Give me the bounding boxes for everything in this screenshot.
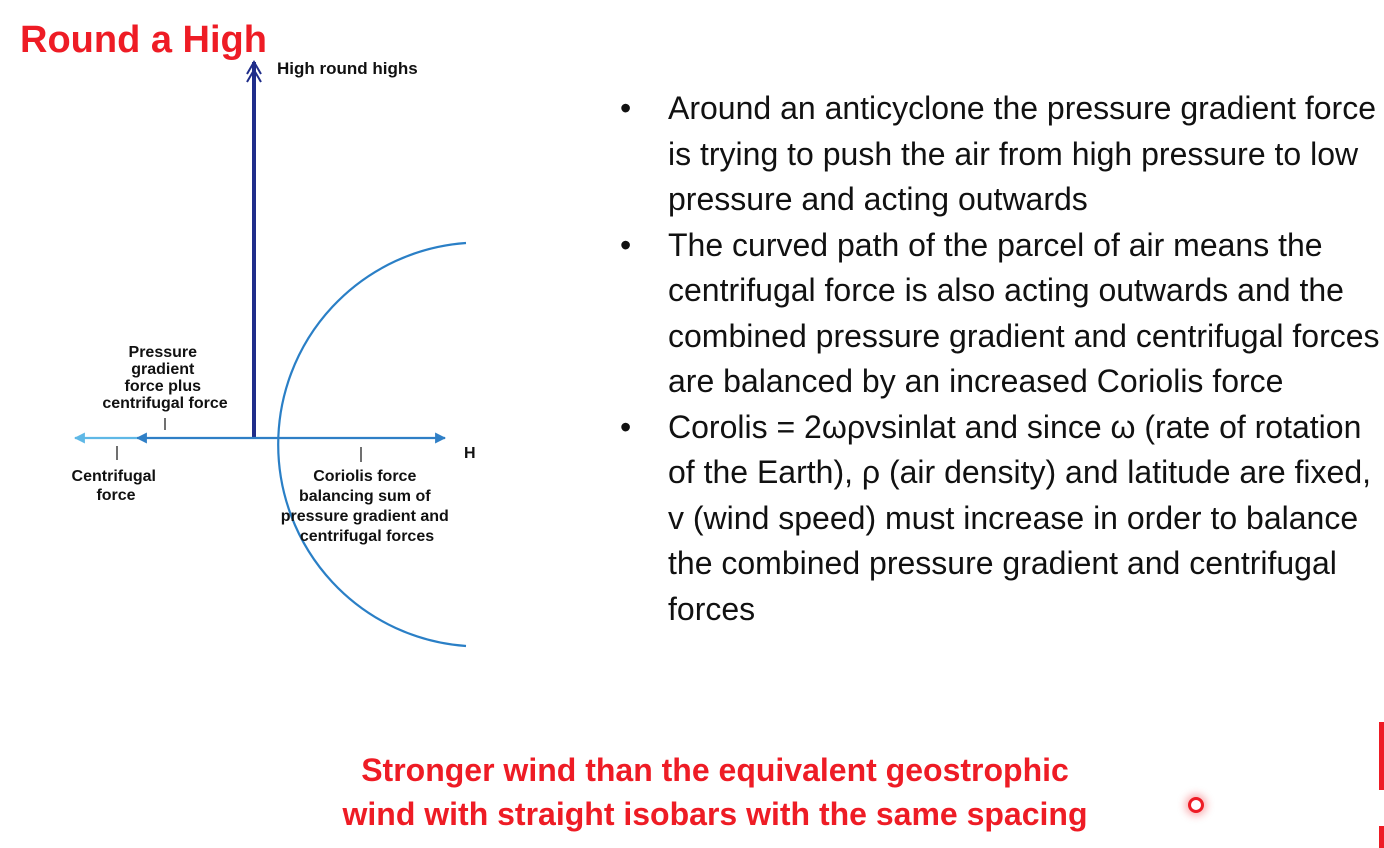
- slide-title: Round a High: [20, 19, 267, 61]
- edge-mark-top: [1379, 722, 1384, 790]
- force-diagram: [0, 0, 600, 720]
- coriolis-label: Coriolis force balancing sum of pressure gradient and centrifugal forces: [280, 468, 449, 545]
- centrifugal-label: Centrifugal force: [71, 468, 156, 504]
- bullet-item: • Corolis = 2ωρvsinlat and since ω (rate of rotation of the Earth), ρ (air density) and latitude are fixed, v (wind speed) must increase in order to balance the combined pressure gradient and centrifugal forces: [620, 405, 1380, 633]
- bullet-item: • Around an anticyclone the pressure gradient force is trying to push the air from high pressure to low pressure and acting outwards: [620, 86, 1380, 223]
- laser-pointer-dot: [1188, 797, 1204, 813]
- top-label: High round highs: [277, 59, 418, 78]
- edge-mark-bottom: [1379, 826, 1384, 848]
- explanation-list: [620, 86, 1380, 632]
- pgf-label: Pressure gradient force plus centrifugal force: [102, 344, 228, 412]
- isobar-curve: [278, 243, 466, 646]
- h-label: H: [464, 445, 476, 462]
- conclusion-line-1: Stronger wind than the equivalent geostrophic: [361, 752, 1069, 788]
- bullet-item: • The curved path of the parcel of air means the centrifugal force is also acting outwards and the combined pressure gradient and centrifugal forces are balanced by an increased Coriolis force: [620, 223, 1380, 405]
- conclusion-line-2: wind with straight isobars with the same spacing: [342, 796, 1088, 832]
- conclusion-text: [255, 748, 1175, 836]
